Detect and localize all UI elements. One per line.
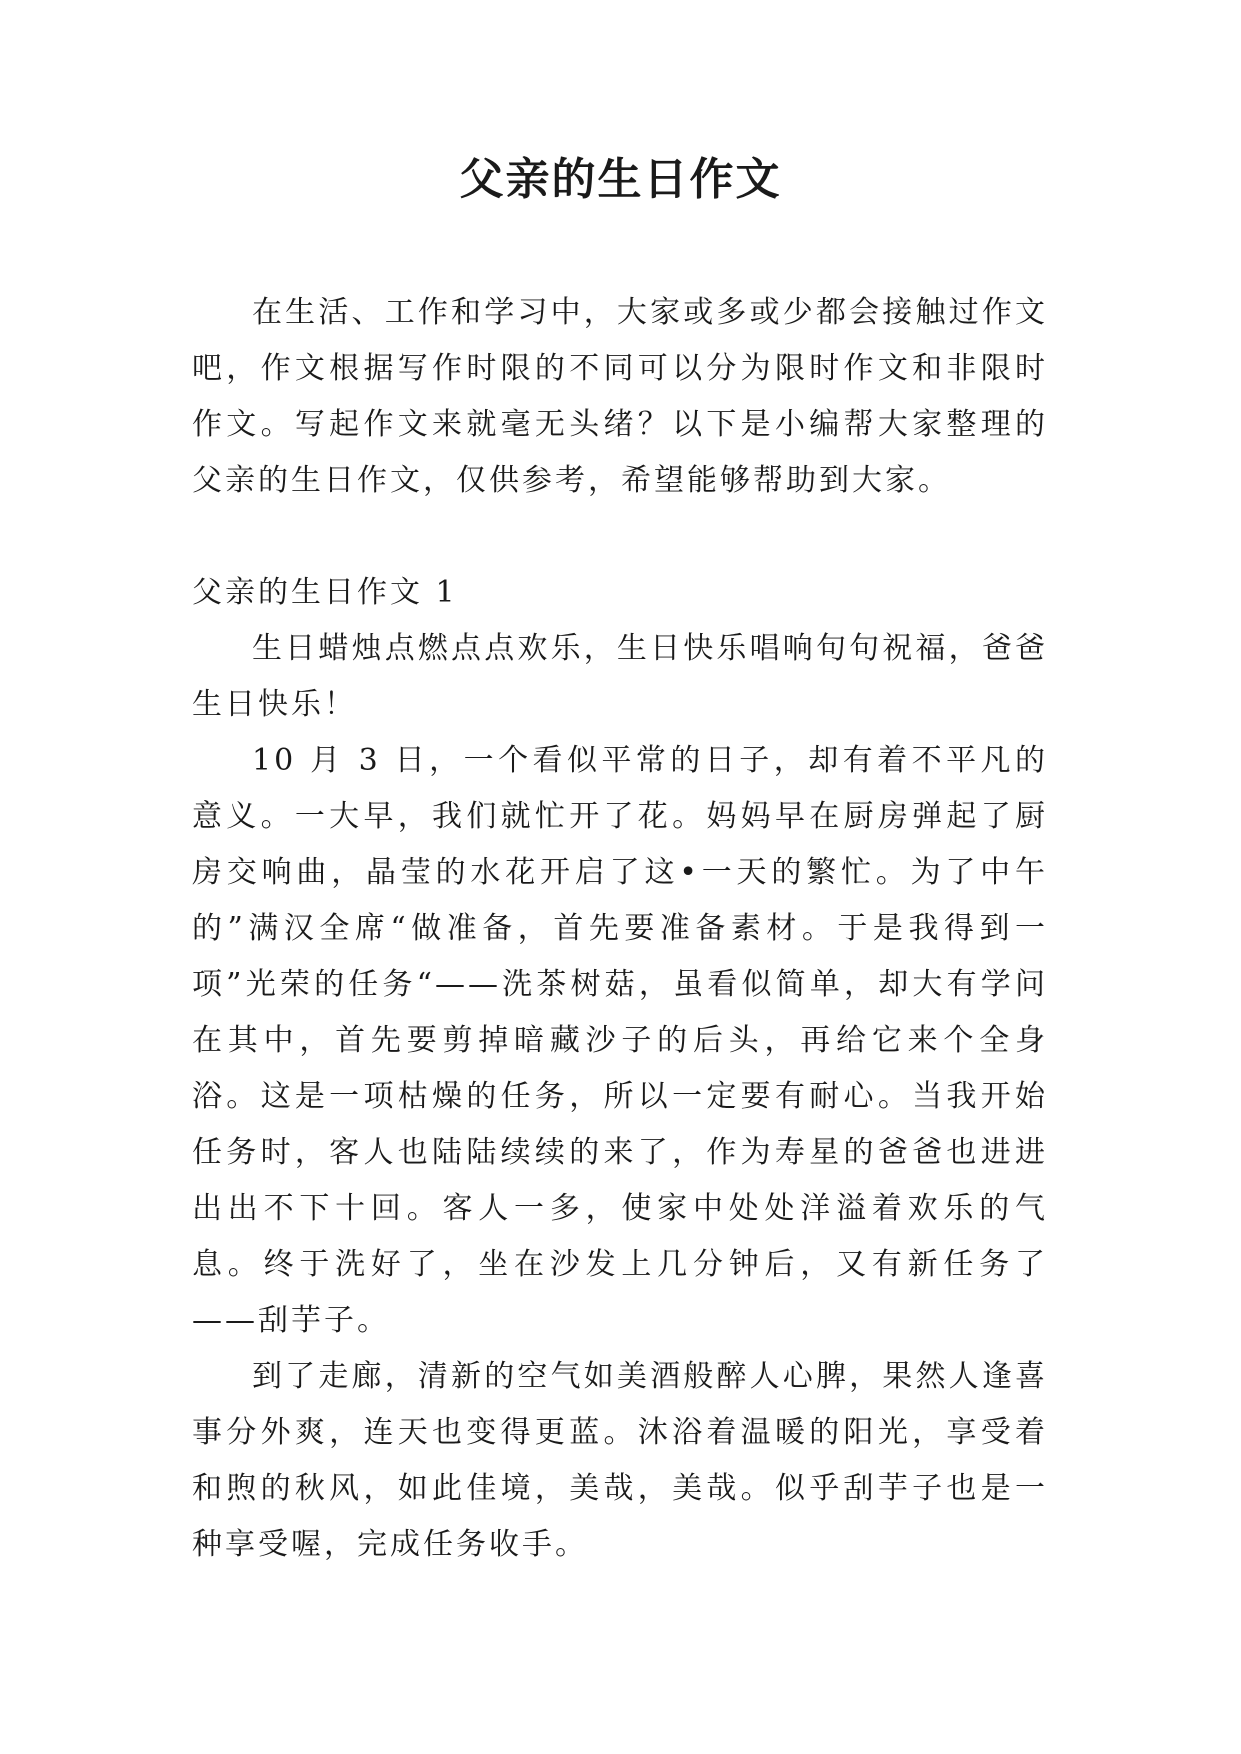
intro-paragraph: 在生活、工作和学习中，大家或多或少都会接触过作文吧，作文根据写作时限的不同可以分为限时作文和非限时作文。写起作文来就毫无头绪？以下是小编帮大家整理的父亲的生日作文，仅供参考，希望能够帮助到大家。 <box>192 295 1048 498</box>
body-paragraph: 到了走廊，清新的空气如美酒般醉人心脾，果然人逢喜事分外爽，连天也变得更蓝。沐浴着温暖的阳光，享受着和煦的秋风，如此佳境，美哉，美哉。似乎刮芋子也是一种享受喔，完成任务收手。 <box>192 1359 1048 1562</box>
section-heading: 父亲的生日作文 1 <box>192 575 458 610</box>
document-body <box>192 285 1048 1573</box>
document-title: 父亲的生日作文 <box>459 154 782 205</box>
body-paragraph: 10 月 3 日，一个看似平常的日子，却有着不平凡的意义。一大早，我们就忙开了花。妈妈早在厨房弹起了厨房交响曲，晶莹的水花开启了这•一天的繁忙。为了中午的”满汉全席“做准备，首先要准备素材。于是我得到一项”光荣的任务“——洗茶树菇，虽看似简单，却大有学问在其中，首先要剪掉暗藏沙子的后头，再给它来个全身浴。这是一项枯燥的任务，所以一定要有耐心。当我开始任务时，客人也陆陆续续的来了，作为寿星的爸爸也进进出出不下十回。客人一多，使家中处处洋溢着欢乐的气息。终于洗好了，坐在沙发上几分钟后，又有新任务了——刮芋子。 <box>192 743 1048 1338</box>
body-paragraph: 生日蜡烛点燃点点欢乐，生日快乐唱响句句祝福，爸爸生日快乐！ <box>192 631 1048 722</box>
